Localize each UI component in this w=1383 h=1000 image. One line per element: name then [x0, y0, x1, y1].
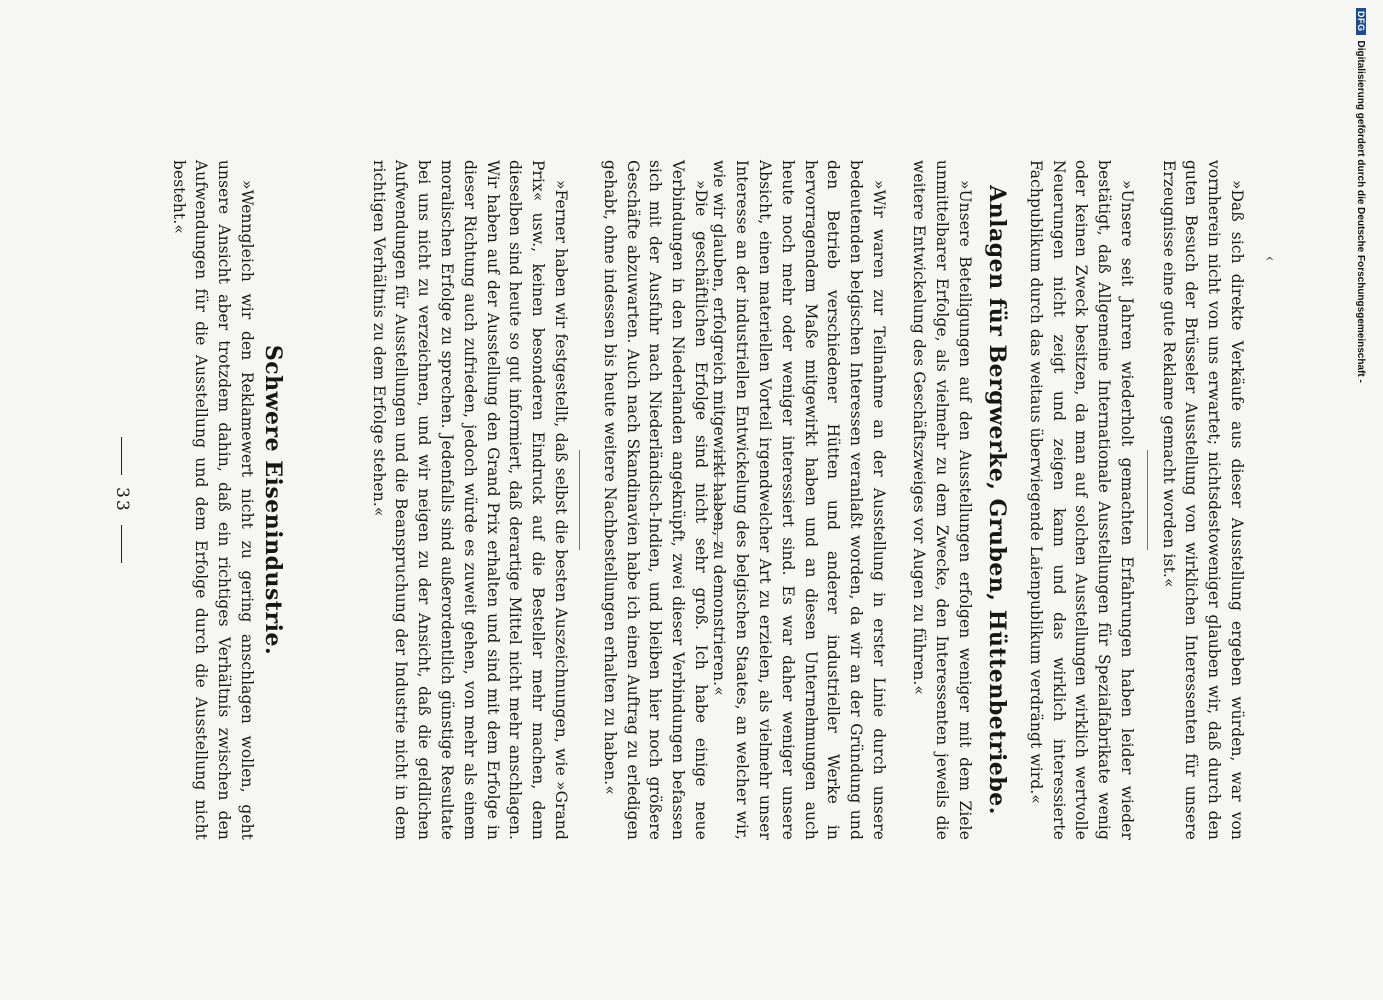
paragraph-7	[167, 160, 258, 840]
divider-3	[579, 450, 580, 550]
paragraph-7-text: »Wenngleich wir den Reklamewert nicht zu gering anschlagen wollen, geht unsere Ansicht aber trotzdem dahin, daß ein richtiges Verhältnis zwischen den Aufwendungen für die Ausstellung und dem Erfolge durch die Ausstellung nicht besteht.«	[169, 160, 256, 840]
paragraph-5	[598, 160, 712, 840]
digitization-credit-text: Digitalisierung gefördert durch die Deutsche Forschungsgemeinschaft -	[1355, 40, 1367, 383]
page-number-dash-a	[121, 437, 122, 475]
paragraph-6	[367, 160, 572, 840]
paragraph-1	[1157, 160, 1248, 840]
paragraph-1-text: »Daß sich direkte Verkäufe aus dieser Ausstellung ergeben würden, war von vornherein nicht von uns erwartet; nichtsdestoweniger glauben wir, daß durch den guten Besuch der Brüsseler Ausstellung von wirklichen Interessenten für unsere Erzeugnisse eine gute Reklame gemacht worden ist.«	[1159, 160, 1246, 840]
rotated-body	[168, 160, 1268, 840]
section-heading-iron: Schwere Eisenindustrie.	[260, 344, 286, 656]
paragraph-6-text: »Ferner haben wir festgestellt, daß selbst die besten Auszeichnungen, wie »Grand Prix« usw., keinen besonderen Eindruck auf die Besteller mehr machen, denn dieselben sind heute so gut informiert, daß derartige Mittel nicht mehr anschlagen. Wir haben auf der Ausstellung den Grand Prix erhalten und sind mit dem Erfolge in dieser Richtung auch zufrieden, jedoch würde es zuweit gehen, von mehr als einem moralischen Erfolge zu sprechen. Jedenfalls sind außerordentlich günstige Resultate bei uns nicht zu verzeichnen, und wir neigen zu der Ansicht, daß die geldlichen Aufwendungen für Ausstellungen und die Beanspruchung der Industrie nicht in dem richtigen Verhältnis zu dem Erfolge stehen.«	[369, 160, 570, 840]
stray-mark: ^	[1265, 255, 1275, 268]
dfg-badge: DFG	[1356, 8, 1366, 35]
page-number-value: 33	[112, 487, 132, 513]
page-number-dash-b	[121, 525, 122, 563]
page-number-rotated	[108, 430, 132, 570]
paragraph-5-text: »Die geschäftlichen Erfolge sind nicht sehr groß. Ich habe einige neue Verbindungen in den Niederlanden angeknüpft, zwei dieser Verbindungen befassen sich mit der Ausfuhr nach Niederländisch-Indien, und bleiben hier noch größere Geschäfte abzuwarten. Auch nach Skandinavien habe ich einen Auftrag zu erledigen gehabt, ohne indessen bis heute weitere Nachbestellungen erhalten zu haben.«	[600, 160, 710, 840]
divider-1	[1147, 450, 1148, 550]
digitization-credit	[1354, 8, 1368, 998]
section-heading-mining: Anlagen für Bergwerke, Gruben, Hüttenbetriebe.	[984, 185, 1010, 815]
paragraph-3	[908, 160, 976, 840]
divider-2	[717, 450, 718, 550]
paragraph-2-text: »Unsere seit Jahren wiederholt gemachten Erfahrungen haben leider wieder bestätigt, daß Allgemeine Internationale Ausstellungen für Spezialfabrikate wenig oder keinen Zweck besitzen, da man auf solchen Ausstellungen wirklich wertvolle Neuerungen nicht zeigt und zeigen kann und das wirklich interessierte Fachpublikum durch das weitaus überwiegende Laienpublikum verdrängt wird.«	[1026, 160, 1136, 840]
paragraph-4	[708, 160, 890, 840]
paragraph-2	[1024, 160, 1138, 840]
paragraph-4-text: »Wir waren zur Teilnahme an der Ausstellung in erster Linie durch unsere bedeutenden belgischen Interessen veranlaßt worden, da wir an der Gründung und den Betrieb verschiedener Hütten und anderer industrieller Werke in hervorragendem Maße mitgewirkt haben und an diesen Unternehmungen auch heute noch mehr oder weniger interessiert sind. Es war daher weniger unsere Absicht, einen materiellen Vorteil irgendwelcher Art zu erzielen, als vielmehr unser Interesse an der industriellen Entwickelung des belgischen Staates, an welcher wir, wie wir glauben, erfolgreich mitgewirkt haben, zu demonstrieren.«	[710, 160, 888, 840]
paragraph-3-text: »Unsere Beteiligungen auf den Ausstellungen erfolgen weniger mit dem Ziele unmittelbarer Erfolge, als vielmehr zu dem Zwecke, den Interessenten jeweils die weitere Entwickelung des Geschäftszweiges vor Augen zu führen.«	[910, 160, 974, 840]
